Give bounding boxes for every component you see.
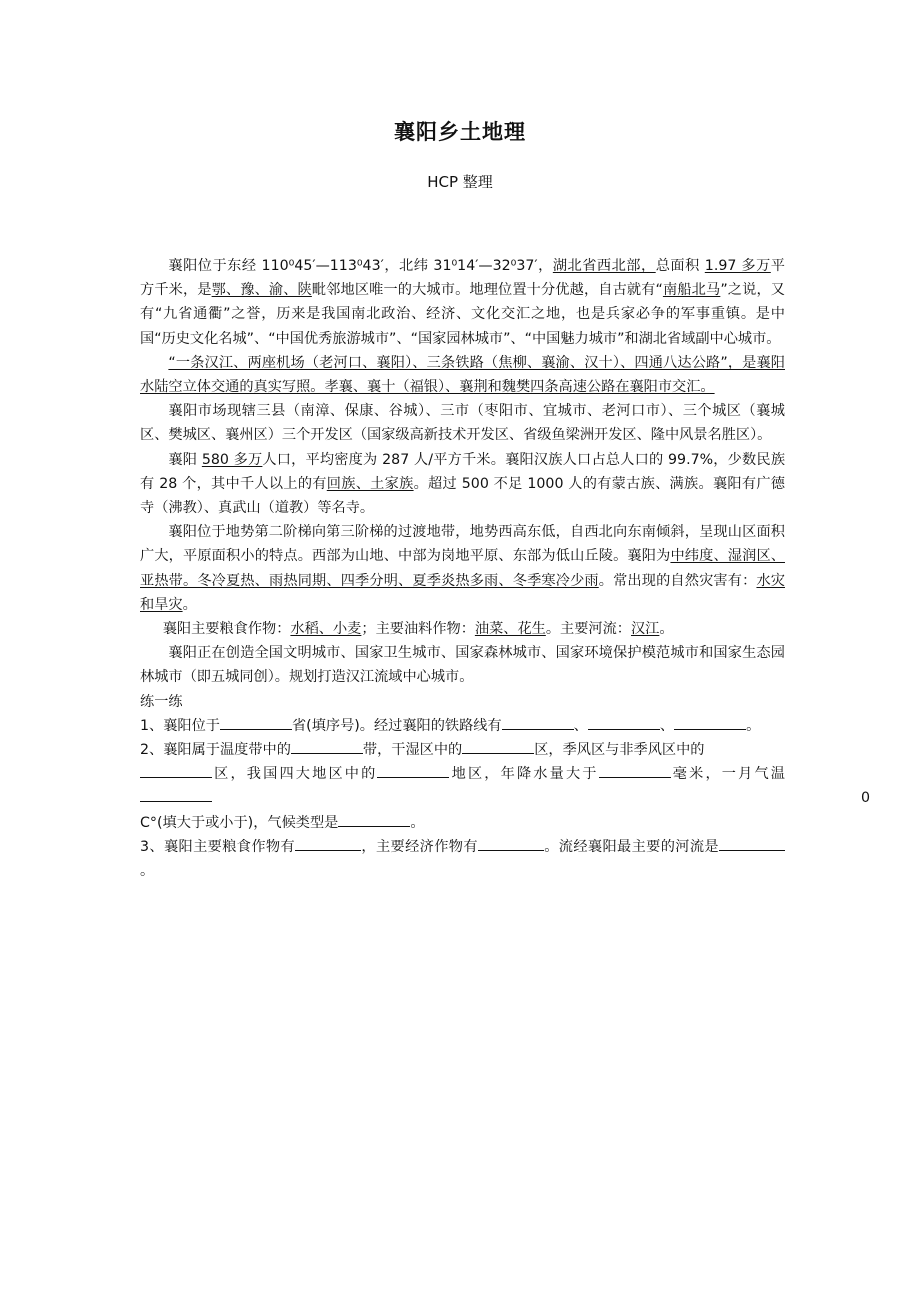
text-span: 3、襄阳主要粮食作物有: [140, 838, 296, 855]
text-span: 毗邻地区唯一的大城市。地理位置十分优越，自古就有“: [311, 282, 663, 299]
paragraph-terrain-climate: [140, 520, 785, 617]
text-span: 1、襄阳位于: [140, 717, 220, 734]
text-span: 。主要河流：: [545, 621, 631, 638]
paragraph-location: [140, 254, 785, 351]
answer-blank[interactable]: [220, 715, 292, 730]
underlined-text: 鄂、豫、渝、陕: [211, 282, 312, 299]
text-span: 、: [659, 717, 675, 734]
text-span: 襄阳位于地势第二阶梯向第三阶梯的过渡地带，地势西高东低，自西北向东南倾斜，呈现山区面积广大，平原面积小的特点。西部为山地、中部为岗地平原、东部为低山丘陵。襄阳为: [140, 524, 785, 565]
answer-blank[interactable]: [719, 836, 785, 851]
underlined-text: 油菜、花生: [474, 621, 546, 638]
text-span: 。: [140, 863, 155, 880]
answer-blank[interactable]: [338, 812, 410, 827]
text-span: 。流经襄阳最主要的河流是: [543, 838, 719, 855]
text-span: 襄阳: [168, 451, 202, 468]
text-span: 区，我国四大地区中的: [212, 766, 378, 783]
text-span: 总面积: [655, 258, 705, 274]
document-body: [140, 254, 871, 883]
question-2: [140, 738, 871, 835]
text-span: 。超过 500 不足 1000 人的有蒙古族、满族。襄阳有广德寺（沸教）、真武山（道教）等名寺。: [140, 475, 785, 517]
text-span: ，主要经济作物有: [361, 838, 478, 855]
answer-blank[interactable]: [588, 715, 660, 730]
text-span: ；主要油料作物：: [361, 621, 475, 638]
answer-blank[interactable]: [291, 739, 363, 754]
underlined-text: 1.97 多万: [704, 258, 771, 274]
answer-blank[interactable]: [377, 763, 449, 778]
paragraph-crops: [140, 617, 785, 641]
paragraph-city-goals: 襄阳正在创造全国文明城市、国家卫生城市、国家森林城市、国家环境保护模范城市和国家生态园林城市（即五城同创）。规划打造汉江流域中心城市。: [140, 645, 785, 686]
answer-blank[interactable]: [502, 715, 574, 730]
text-span: 。: [410, 814, 425, 831]
answer-blank[interactable]: [674, 715, 746, 730]
paragraph-population: [140, 448, 785, 521]
text-span: 省(填序号)。经过襄阳的铁路线有: [291, 717, 502, 734]
text-span: C°(填大于或小于)，气候类型是: [140, 814, 339, 831]
underlined-text: 南船北马: [662, 282, 721, 299]
answer-blank[interactable]: [478, 836, 544, 851]
underlined-text: 水灾和旱灾: [140, 572, 785, 613]
text-span: ”之说，又有“九省通衢”之誉，历来是我国南北政治、经济、文化交汇之地，也是兵家必争的军事重镇。是中国“历史文化名城”、“中国优秀旅游城市”、“国家园林城市”、“中国魅力城市”和湖北省域副中心城市。: [140, 282, 785, 347]
text-span: 襄阳位于东经 110⁰45′—113⁰43′，北纬 31⁰14′—32⁰37′，: [168, 258, 553, 274]
underlined-text: 湖北省西北部，: [552, 258, 656, 274]
text-span: 平方千米，是: [140, 258, 785, 299]
question-1: [140, 714, 785, 738]
practice-heading: 练一练: [140, 693, 183, 710]
text-span: 地区，年降水量大于: [449, 766, 599, 783]
text-span: 。: [659, 621, 674, 638]
paragraph-transport: [140, 351, 785, 399]
document-subtitle: HCP 整理: [427, 173, 493, 191]
text-span: 2、襄阳属于温度带中的: [140, 742, 291, 759]
answer-blank[interactable]: [140, 763, 212, 778]
underlined-text: 回族、土家族: [326, 475, 414, 492]
question-3: [140, 835, 785, 883]
text-span: 带，干湿区中的: [362, 742, 463, 759]
text-span: 。: [182, 596, 197, 613]
answer-blank[interactable]: [140, 787, 212, 802]
text-span: 、: [573, 717, 588, 734]
answer-blank[interactable]: [462, 739, 534, 754]
underlined-text: “一条汉江、两座机场（老河口、襄阳）、三条铁路（焦柳、襄渝、汉十）、四通八达公路”，是襄阳水陆空立体交通的真实写照。孝襄、襄十（福银）、襄荆和魏樊四条高速公路在襄阳市交汇。: [140, 354, 785, 396]
document-title: 襄阳乡土地理: [394, 120, 526, 144]
underlined-text: 水稻、小麦: [290, 621, 362, 638]
text-span: 。常出现的自然灾害有：: [598, 572, 757, 589]
text-span: 人口，平均密度为 287 人/平方千米。襄阳汉族人口占总人口的 99.7%，少数民族有 28 个，其中千人以上的有: [140, 451, 786, 492]
text-span: 襄阳主要粮食作物：: [162, 621, 291, 638]
text-span: 毫米，一月气温: [670, 766, 785, 783]
answer-blank[interactable]: [599, 763, 671, 778]
text-span: 0: [861, 790, 871, 807]
text-span: 。: [746, 717, 761, 734]
underlined-text: 中纬度、湿润区、亚热带。冬冷夏热、雨热同期、四季分明、夏季炎热多雨、冬季寒冷少雨: [140, 548, 785, 589]
answer-blank[interactable]: [295, 836, 361, 851]
underlined-text: 580 多万: [201, 451, 263, 468]
text-span: 区，季风区与非季风区中的: [534, 742, 705, 759]
underlined-text: 汉江: [630, 621, 660, 638]
paragraph-districts: 襄阳市场现辖三县（南漳、保康、谷城）、三市（枣阳市、宜城市、老河口市）、三个城区（襄城区、樊城区、襄州区）三个开发区（国家级高新技术开发区、省级鱼梁洲开发区、隆中风景名胜区）。: [140, 403, 785, 444]
